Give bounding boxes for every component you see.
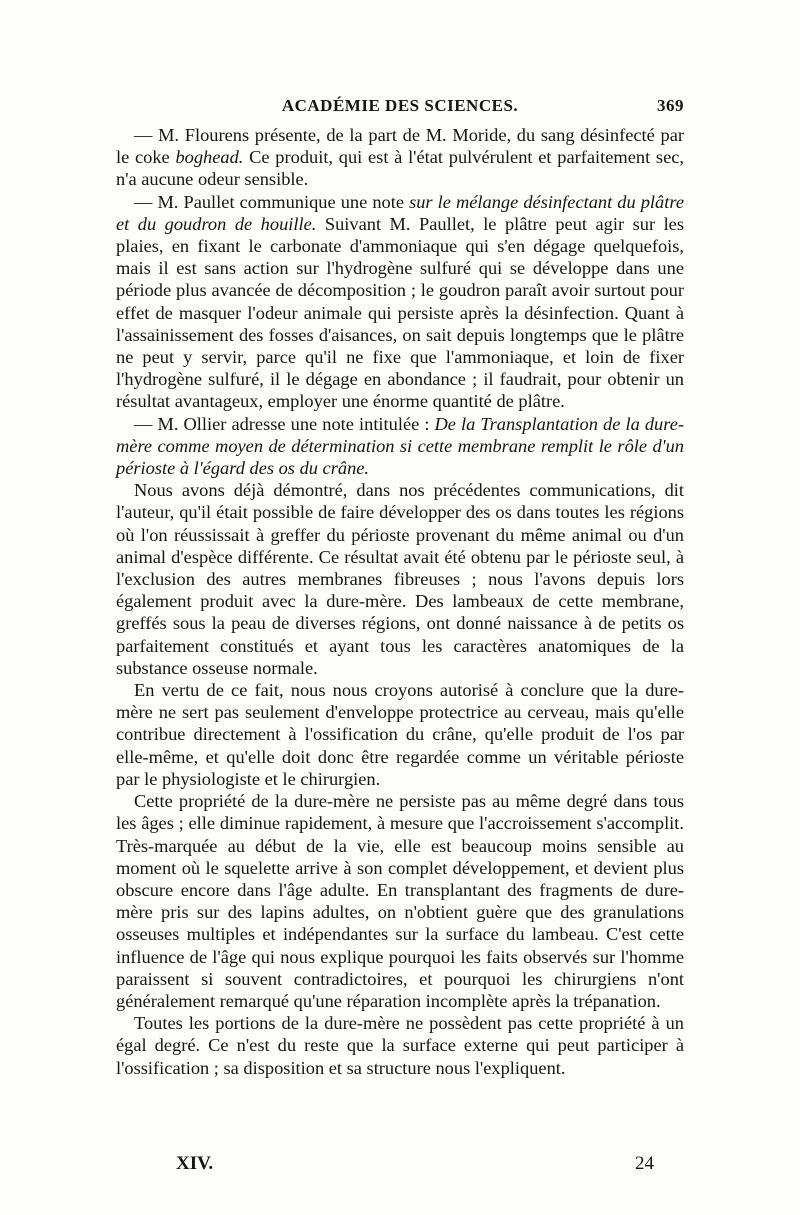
- paragraph-flourens: [116, 124, 684, 191]
- page-footer: [176, 1153, 654, 1175]
- signature-mark: 24: [635, 1153, 654, 1174]
- volume-mark: XIV.: [176, 1153, 214, 1174]
- paragraph-ollier: [116, 413, 684, 480]
- paragraph-paullet: [116, 191, 684, 413]
- paragraph-conclusion: [116, 679, 684, 790]
- paragraph-demonstration: [116, 479, 684, 679]
- paragraph-portions: [116, 1012, 684, 1079]
- text-segment: Cette propriété de la dure-mère ne persiste pas au même degré dans tous les âges ; elle diminue rapidement, à mesure que l'accroissement s'accomplit. Très-marquée au début de la vie, elle est beaucoup moins sensible au moment où le squelette arrive à son complet développement, et devient plus obscure encore dans l'âge adulte. En transplantant des fragments de dure-mère pris sur des lapins adultes, on n'obtient guère que des granulations osseuses multiples et indépendantes sur la surface du lambeau. C'est cette influence de l'âge qui nous explique pourquoi les faits observés sur l'homme paraissent si souvent contradictoires, et pourquoi les chirurgiens n'ont généralement remarqué qu'une réparation incomplète après la trépanation.: [116, 791, 684, 1011]
- text-segment: Toutes les portions de la dure-mère ne possèdent pas cette propriété à un égal degré. Ce n'est du reste que la surface externe qui peut participer à l'ossification ; sa disposition et sa structure nous l'expliquent.: [116, 1013, 684, 1078]
- italic-text-segment: boghead.: [175, 147, 244, 168]
- text-segment: En vertu de ce fait, nous nous croyons autorisé à conclure que la dure-mère ne sert pas seulement d'enveloppe protectrice au cerveau, mais qu'elle contribue directement à l'ossification du crâne, qu'elle produit de l'os par elle-même, et qu'elle doit donc être regardée comme un véritable périoste par le physiologiste et le chirurgien.: [116, 680, 684, 789]
- paragraph-age-influence: [116, 790, 684, 1012]
- running-header: [116, 96, 684, 124]
- text-segment: Ce produit, qui est à l'état pulvérulent et parfaitement sec, n'a aucune odeur sensible.: [116, 147, 685, 190]
- body-text: [116, 124, 684, 1079]
- italic-text-segment: sur le mélange désinfectant du plâtre et du goudron de houille.: [116, 191, 684, 234]
- page-number: 369: [657, 96, 684, 115]
- text-segment: — M. Ollier adresse une note intitulée :: [134, 413, 435, 434]
- header-title: ACADÉMIE DES SCIENCES.: [281, 96, 519, 115]
- page: [116, 96, 684, 1079]
- text-segment: Nous avons déjà démontré, dans nos précédentes communications, dit l'auteur, qu'il était possible de faire développer des os dans toutes les régions où l'on réussissait à greffer du périoste provenant du même animal ou d'un animal d'espèce différente. Ce résultat avait été obtenu par le périoste seul, à l'exclusion des autres membranes fibreuses ; nous l'avons depuis lors également produit avec la dure-mère. Des lambeaux de cette membrane, greffés sous la peau de diverses régions, ont donné naissance à de petits os parfaitement constitués et ayant tous les caractères anatomiques de la substance osseuse normale.: [116, 480, 684, 678]
- italic-text-segment: De la Transplantation de la dure-mère comme moyen de détermination si cette membrane remplit le rôle d'un périoste à l'égard des os du crâne.: [116, 413, 684, 479]
- text-segment: Suivant M. Paullet, le plâtre peut agir sur les plaies, en fixant le carbonate d'ammoniaque qui s'en dégage quelquefois, mais il est sans action sur l'hydrogène sulfuré qui se développe dans une période plus avancée de décomposition ; le goudron paraît avoir surtout pour effet de masquer l'odeur animale qui persiste après la désinfection. Quant à l'assainissement des fosses d'aisances, on sait depuis longtemps que le plâtre ne peut y servir, parce qu'il ne fixe que l'ammoniaque, et loin de fixer l'hydrogène sulfuré, il le dégage en abondance ; il faudrait, pour obtenir un résultat avantageux, employer une énorme quantité de plâtre.: [116, 213, 684, 412]
- text-segment: — M. Paullet communique une note: [134, 191, 410, 212]
- text-segment: — M. Flourens présente, de la part de M. Moride, du sang désinfecté par le coke: [116, 125, 684, 168]
